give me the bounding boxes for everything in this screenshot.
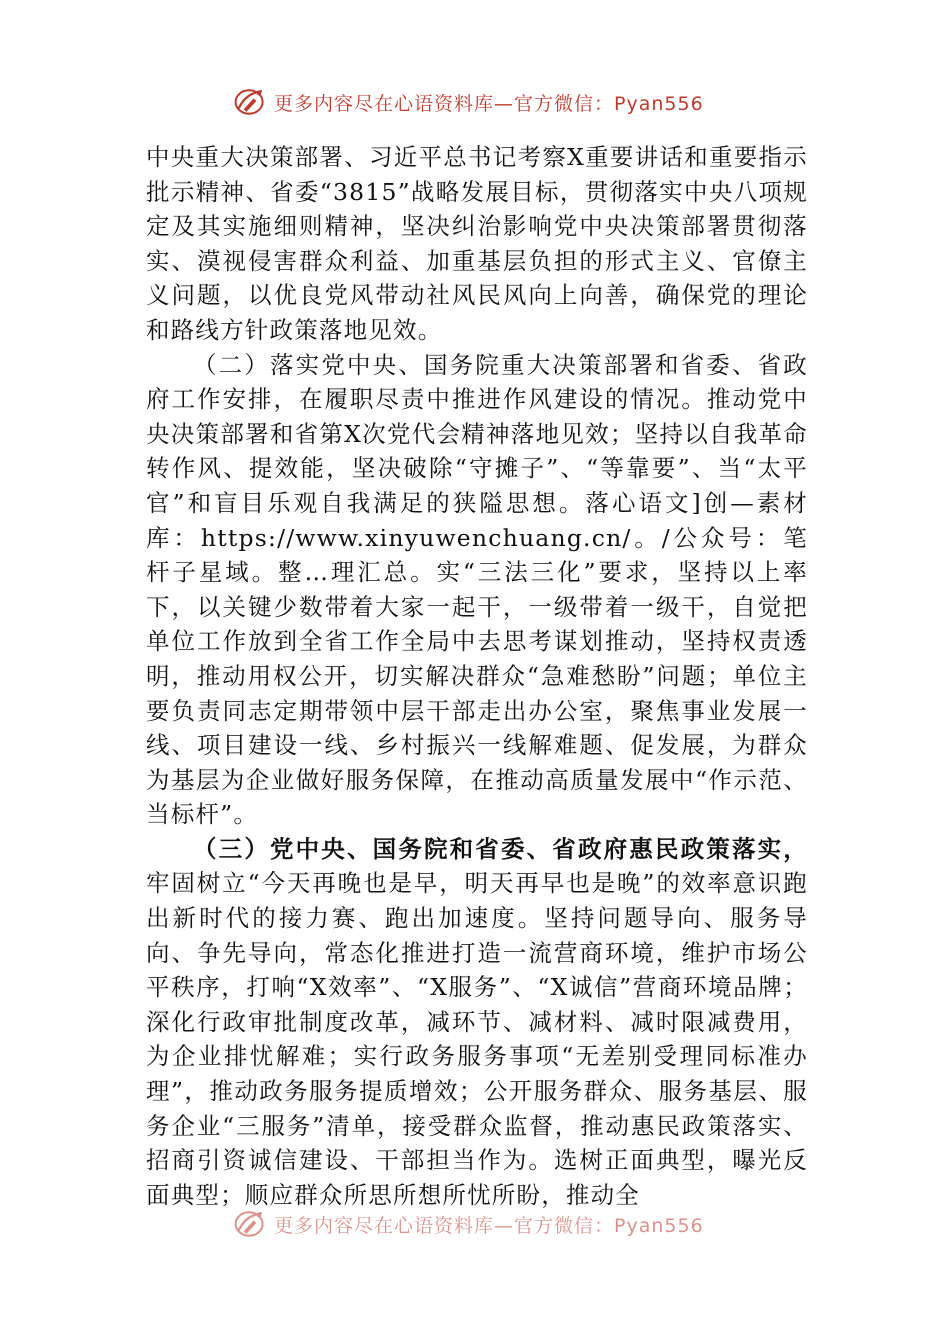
watermark-footer xyxy=(232,1206,704,1242)
paragraph-3 xyxy=(146,832,808,1213)
watermark-header xyxy=(232,84,704,120)
watermark-text: 更多内容尽在心语资料库—官方微信：Pyan556 xyxy=(274,92,704,115)
paragraph-1: 中央重大决策部署、习近平总书记考察X重要讲话和重要指示批示精神、省委“3815”战略发展目标，贯彻落实中央八项规定及其实施细则精神，坚决纠治影响党中央决策部署贯彻落实、漠视侵害群众利益、加重基层负担的形式主义、官僚主义问题，以优良党风带动社风民风向上向善，确保党的理论和路线方针政策落地见效。 xyxy=(146,143,808,344)
paragraph-3-body: 牢固树立“今天再晚也是早，明天再早也是晚”的效率意识跑出新时代的接力赛、跑出加速度。坚持问题导向、服务导向、争先导向，常态化推进打造一流营商环境，维护市场公平秩序，打响“X效率”、“X服务”、“X诚信”营商环境品牌；深化行政审批制度改革，减环节、减材料、减时限减费用，为企业排忧解难；实行政务服务事项“无差别受理同标准办理”，推动政务服务提质增效；公开服务群众、服务基层、服务企业“三服务”清单，接受群众监督，推动惠民政策落实、招商引资诚信建设、干部担当作为。选树正面典型，曝光反面典型；顺应群众所思所想所忧所盼，推动全 xyxy=(146,869,808,1209)
pen-flourish-logo-icon xyxy=(232,1206,268,1242)
paragraph-3-lead: （三）党中央、国务院和省委、省政府惠民政策落实， xyxy=(193,834,808,863)
paragraph-2: （二）落实党中央、国务院重大决策部署和省委、省政府工作安排，在履职尽责中推进作风建设的情况。推动党中央决策部署和省第X次党代会精神落地见效；坚持以自我革命转作风、提效能，坚决破除“守摊子”、“等靠要”、当“太平官”和盲目乐观自我满足的狭隘思想。落心语文]创—素材库：https://www.xinyuwenchuang.cn/。/公众号：笔杆子星域。整…理汇总。实“三法三化”要求，坚持以上率下，以关键少数带着大家一起干，一级带着一级干，自觉把单位工作放到全省工作全局中去思考谋划推动，坚持权责透明，推动用权公开，切实解决群众“急难愁盼”问题；单位主要负责同志定期带领中层干部走出办公室，聚焦事业发展一线、项目建设一线、乡村振兴一线解难题、促发展，为群众为基层为企业做好服务保障，在推动高质量发展中“作示范、当标杆”。 xyxy=(146,350,808,829)
document-body xyxy=(146,140,808,1212)
watermark-footer-text: 更多内容尽在心语资料库—官方微信：Pyan556 xyxy=(274,1214,704,1237)
pen-flourish-logo-icon xyxy=(232,84,268,120)
